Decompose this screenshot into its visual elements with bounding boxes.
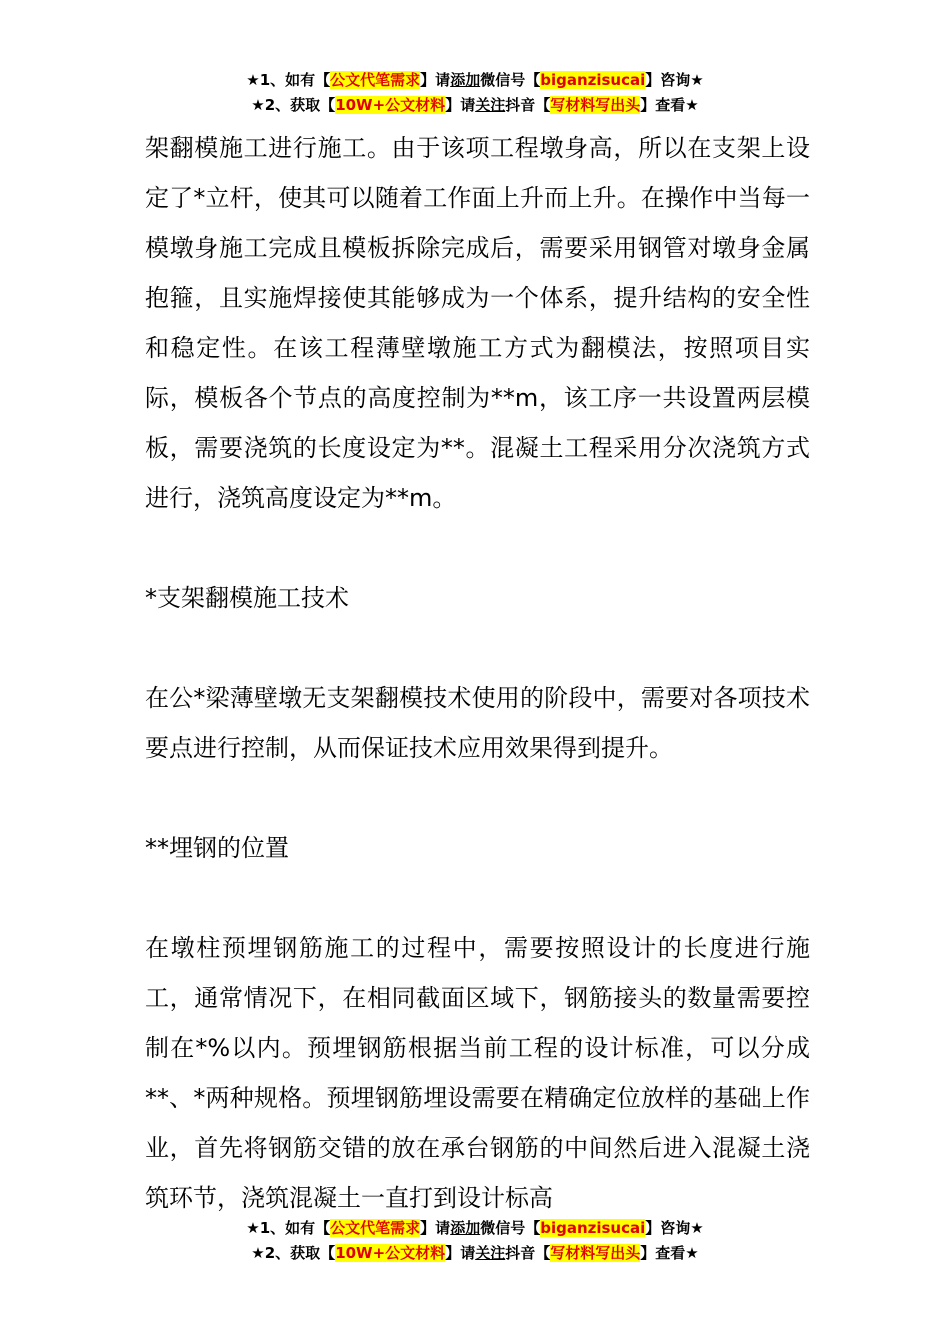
banner-line-2 (0, 1241, 950, 1266)
banner-text: 微信号【 (480, 71, 541, 89)
banner-text: 】查看★ (640, 96, 699, 114)
header-banner (0, 68, 950, 118)
banner-text: ★1、如有【 (246, 1219, 331, 1237)
banner-line-2 (0, 93, 950, 118)
banner-text: ★2、获取【 (251, 1244, 336, 1262)
paragraph: 在公*梁薄壁墩无支架翻模技术使用的阶段中，需要对各项技术要点进行控制，从而保证技术应用效果得到提升。 (145, 684, 810, 762)
banner-text: 】咨询★ (645, 1219, 704, 1237)
banner-highlight: 写材料写出头 (550, 96, 641, 114)
spacer (145, 623, 810, 673)
spacer (145, 773, 810, 823)
banner-text: ★1、如有【 (246, 71, 331, 89)
banner-highlight: 10W+公文材料 (335, 96, 446, 114)
banner-highlight: 写材料写出头 (550, 1244, 641, 1262)
banner-underline: 关注 (475, 96, 506, 114)
document-body (145, 123, 810, 1223)
banner-highlight: 10W+公文材料 (335, 1244, 446, 1262)
banner-text: 】查看★ (640, 1244, 699, 1262)
banner-text: 】请 (445, 96, 476, 114)
footer-banner (0, 1216, 950, 1266)
banner-text: ★2、获取【 (251, 96, 336, 114)
banner-highlight: biganzisucai (540, 1219, 646, 1237)
banner-text: 抖音【 (505, 1244, 551, 1262)
banner-text: 】咨询★ (645, 71, 704, 89)
banner-line-1 (0, 1216, 950, 1241)
spacer (145, 873, 810, 923)
banner-highlight: biganzisucai (540, 71, 646, 89)
banner-line-1 (0, 68, 950, 93)
banner-underline: 添加 (450, 71, 481, 89)
banner-text: 微信号【 (480, 1219, 541, 1237)
paragraph: 在墩柱预埋钢筋施工的过程中，需要按照设计的长度进行施工，通常情况下，在相同截面区域下，钢筋接头的数量需要控制在*%以内。预埋钢筋根据当前工程的设计标准，可以分成**、*两种规格。预埋钢筋埋设需要在精确定位放样的基础上作业，首先将钢筋交错的放在承台钢筋的中间然后进入混凝土浇筑环节，浇筑混凝土一直打到设计标高 (145, 934, 810, 1212)
banner-underline: 关注 (475, 1244, 506, 1262)
section-heading: **埋钢的位置 (145, 834, 289, 862)
paragraph: 架翻模施工进行施工。由于该项工程墩身高，所以在支架上设定了*立杆，使其可以随着工作面上升而上升。在操作中当每一模墩身施工完成且模板拆除完成后，需要采用钢管对墩身金属抱箍，且实施焊接使其能够成为一个体系，提升结构的安全性和稳定性。在该工程薄壁墩施工方式为翻模法，按照项目实际，模板各个节点的高度控制为**m，该工序一共设置两层模板，需要浇筑的长度设定为**。混凝土工程采用分次浇筑方式进行，浇筑高度设定为**m。 (145, 134, 810, 512)
banner-text: 】请 (420, 1219, 451, 1237)
banner-underline: 添加 (450, 1219, 481, 1237)
banner-highlight: 公文代笔需求 (330, 1219, 421, 1237)
banner-highlight: 公文代笔需求 (330, 71, 421, 89)
banner-text: 】请 (445, 1244, 476, 1262)
section-heading: *支架翻模施工技术 (145, 584, 349, 612)
banner-text: 】请 (420, 71, 451, 89)
banner-text: 抖音【 (505, 96, 551, 114)
spacer (145, 523, 810, 573)
